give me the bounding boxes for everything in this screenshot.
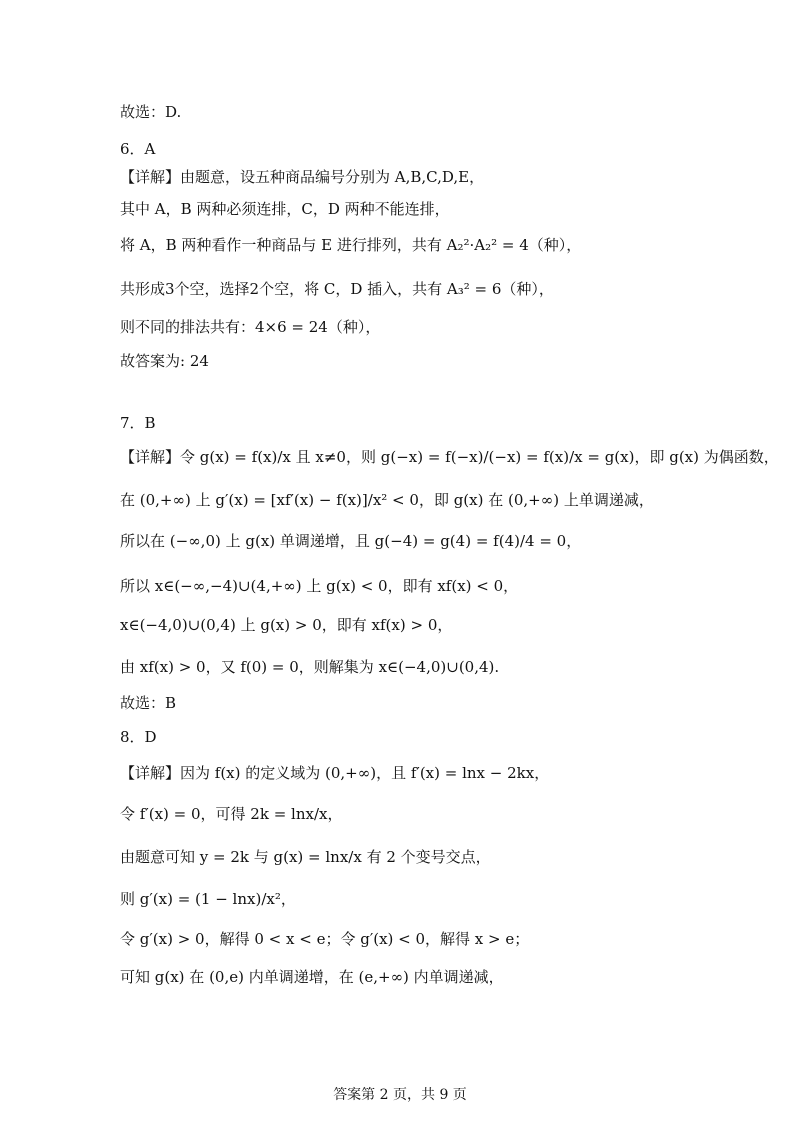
line-14: x∈(−4,0)∪(0,4) 上 g(x) > 0，即有 xf(x) > 0， [120,616,453,634]
line-21: 则 g′(x) = (1 − lnx)/x²， [120,890,296,908]
line-17: 8．D [120,728,157,746]
line-6: 共形成3个空，选择2个空，将 C，D 插入，共有 A₃² = 6（种）， [120,280,554,298]
line-9: 7．B [120,414,156,432]
line-13: 所以 x∈(−∞,−4)∪(4,+∞) 上 g(x) < 0，即有 xf(x) < 0， [120,577,519,595]
line-2: 6．A [120,140,156,158]
line-1: 故选：D. [120,103,182,121]
line-16: 故选：B [120,694,177,712]
line-8: 故答案为: 24 [120,352,209,370]
line-15: 由 xf(x) > 0，又 f(0) = 0，则解集为 x∈(−4,0)∪(0,4). [120,658,500,676]
line-20: 由题意可知 y = 2k 与 g(x) = lnx/x 有 2 个变号交点， [120,848,491,866]
line-22: 令 g′(x) > 0，解得 0 < x < e；令 g′(x) < 0，解得 x > e； [120,930,530,948]
line-18: 【详解】因为 f(x) 的定义域为 (0,+∞)，且 f′(x) = lnx − 2kx， [120,764,550,782]
line-10: 【详解】令 g(x) = f(x)/x 且 x≠0，则 g(−x) = f(−x)/(−x) = f(x)/x = g(x)，即 g(x) 为偶函数， [120,448,779,466]
page-footer: 答案第 2 页，共 9 页 [333,1087,467,1103]
line-3: 【详解】由题意，设五种商品编号分别为 A,B,C,D,E， [120,168,485,186]
line-4: 其中 A，B 两种必须连排，C，D 两种不能连排， [120,200,450,218]
line-12: 所以在 (−∞,0) 上 g(x) 单调递增，且 g(−4) = g(4) = f(4)/4 = 0， [120,532,582,550]
line-19: 令 f′(x) = 0，可得 2k = lnx/x， [120,805,343,823]
line-5: 将 A，B 两种看作一种商品与 E 进行排列，共有 A₂²·A₂² = 4（种）， [120,236,582,254]
line-23: 可知 g(x) 在 (0,e) 内单调递增，在 (e,+∞) 内单调递减， [120,968,504,986]
line-11: 在 (0,+∞) 上 g′(x) = [xf′(x) − f(x)]/x² < 0，即 g(x) 在 (0,+∞) 上单调递减， [120,491,654,509]
line-7: 则不同的排法共有：4×6 = 24（种）， [120,318,381,336]
